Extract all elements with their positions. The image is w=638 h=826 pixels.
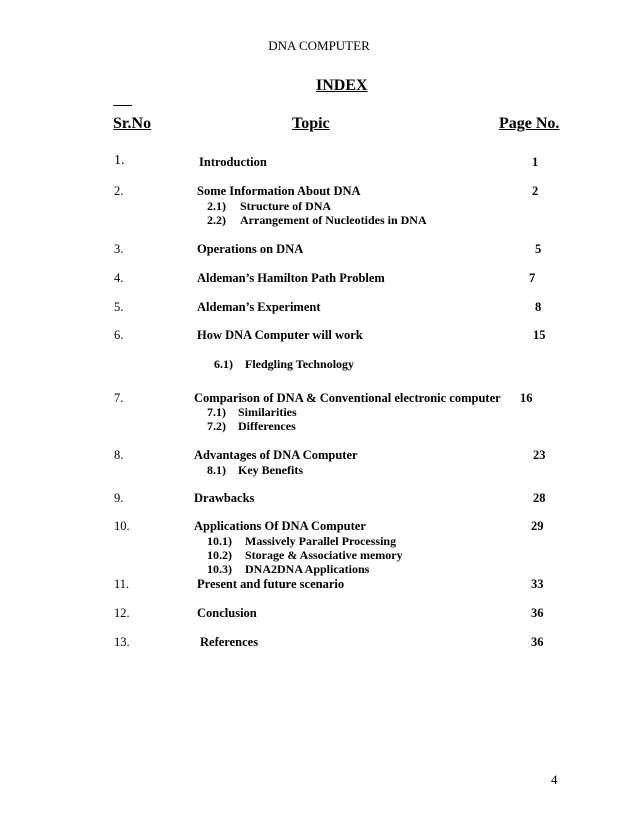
subentry-number: 2.1) (207, 199, 226, 213)
entry-page: 2 (532, 184, 539, 198)
subentry-number: 10.1) (207, 534, 232, 548)
entry-topic: Aldeman’s Experiment (197, 300, 321, 314)
entry-page: 5 (535, 242, 542, 256)
entry-number: 1. (114, 153, 125, 168)
page-number: 4 (551, 772, 558, 787)
column-header-srno: Sr.No (113, 115, 152, 132)
divider (113, 105, 132, 106)
entry-topic: Some Information About DNA (197, 184, 361, 198)
subentry-number: 7.1) (207, 405, 226, 419)
entry-number: 6. (114, 328, 124, 342)
subentry-number: 8.1) (207, 463, 226, 477)
entry-number: 12. (114, 606, 130, 620)
entry-number: 2. (114, 184, 124, 198)
subentry-number: 10.2) (207, 548, 232, 562)
entry-topic: Aldeman’s Hamilton Path Problem (197, 271, 385, 285)
entry-topic: How DNA Computer will work (197, 328, 363, 342)
entry-page: 8 (535, 300, 542, 314)
entry-number: 3. (114, 242, 124, 256)
subentry-text: Structure of DNA (240, 199, 332, 213)
entry-page: 1 (532, 155, 539, 169)
running-header: DNA COMPUTER (268, 38, 370, 53)
entry-number: 13. (114, 635, 130, 649)
subentry-text: Massively Parallel Processing (245, 534, 397, 548)
entry-page: 33 (531, 577, 544, 591)
column-header-page: Page No. (499, 115, 560, 132)
subentry-text: Storage & Associative memory (245, 548, 403, 562)
entry-page: 15 (533, 328, 546, 342)
entry-page: 36 (531, 606, 544, 620)
subentry-number: 2.2) (207, 213, 226, 227)
column-header-topic: Topic (292, 115, 330, 132)
subentry-number: 6.1) (214, 357, 233, 371)
entry-page: 7 (529, 271, 536, 285)
entry-topic: Introduction (199, 155, 267, 169)
entry-topic: Advantages of DNA Computer (194, 448, 358, 462)
entry-page: 36 (531, 635, 544, 649)
entry-number: 10. (114, 519, 130, 533)
entry-topic: References (200, 635, 259, 649)
entry-topic: Present and future scenario (197, 577, 345, 591)
entry-page: 16 (520, 391, 533, 405)
entry-topic: Drawbacks (194, 491, 255, 505)
subentry-text: DNA2DNA Applications (245, 562, 370, 576)
entry-number: 7. (114, 391, 124, 405)
subentry-number: 7.2) (207, 419, 226, 433)
entry-topic: Comparison of DNA & Conventional electronic computer (194, 391, 501, 405)
subentry-text: Similarities (238, 405, 297, 419)
subentry-text: Key Benefits (238, 463, 303, 477)
subentry-text: Fledgling Technology (245, 357, 355, 371)
subentry-text: Arrangement of Nucleotides in DNA (240, 213, 427, 227)
entry-page: 29 (531, 519, 544, 533)
subentry-text: Differences (238, 419, 296, 433)
entry-number: 11. (114, 577, 130, 591)
entry-number: 8. (114, 448, 124, 462)
entry-number: 4. (114, 271, 124, 285)
entry-page: 23 (533, 448, 546, 462)
entry-topic: Conclusion (197, 606, 257, 620)
entry-topic: Applications Of DNA Computer (194, 519, 366, 533)
entry-number: 9. (114, 491, 124, 505)
entry-page: 28 (533, 491, 546, 505)
subentry-number: 10.3) (207, 562, 232, 576)
entry-number: 5. (114, 300, 124, 314)
entry-topic: Operations on DNA (197, 242, 304, 256)
index-title: INDEX (316, 77, 368, 94)
